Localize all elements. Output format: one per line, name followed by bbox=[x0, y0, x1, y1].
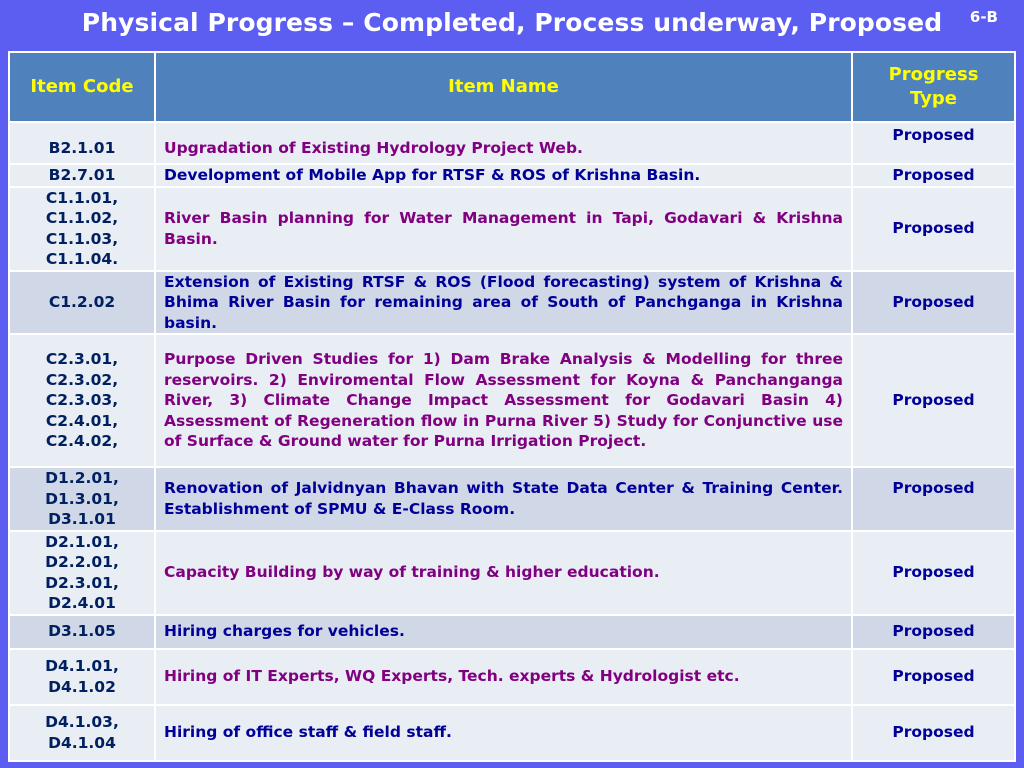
row-item-name: Extension of Existing RTSF & ROS (Flood forecasting) system of Krishna & Bhima River Basin for remaining area of South of Panchganga in Krishna basin. bbox=[155, 271, 852, 335]
row-item-name: Renovation of Jalvidnyan Bhavan with State Data Center & Training Center. Establishment of SPMU & E-Class Room. bbox=[155, 467, 852, 531]
header-progress-type-line2: Type bbox=[910, 88, 957, 109]
page-title: Physical Progress – Completed, Process underway, Proposed bbox=[81, 8, 943, 37]
table-row bbox=[9, 649, 1015, 705]
row-progress-type: Proposed bbox=[852, 649, 1015, 705]
row-item-code: C2.3.01, C2.3.02, C2.3.03, C2.4.01, C2.4.02, bbox=[9, 334, 155, 467]
header-item-name: Item Name bbox=[155, 52, 852, 122]
table-row bbox=[9, 334, 1015, 467]
row-item-name: River Basin planning for Water Management in Tapi, Godavari & Krishna Basin. bbox=[155, 187, 852, 271]
row-progress-type: Proposed bbox=[852, 122, 1015, 164]
row-item-name: Capacity Building by way of training & higher education. bbox=[155, 531, 852, 615]
header-progress-type bbox=[852, 52, 1015, 122]
row-item-name: Purpose Driven Studies for 1) Dam Brake Analysis & Modelling for three reservoirs. 2) Enviromental Flow Assessment for Koyna & Panchanganga River, 3) Climate Change Impact Assessment for Godavari Basin 4) Assessment of Regeneration flow in Purna River 5) Study for Conjunctive use of Surface & Ground water for Purna Irrigation Project. bbox=[155, 334, 852, 467]
slide-number: 6-B bbox=[969, 8, 998, 26]
table-row bbox=[9, 531, 1015, 615]
row-item-code: D1.2.01, D1.3.01, D3.1.01 bbox=[9, 467, 155, 531]
table-row bbox=[9, 122, 1015, 164]
row-item-code: C1.2.02 bbox=[9, 271, 155, 335]
table-row bbox=[9, 164, 1015, 187]
header-item-code: Item Code bbox=[9, 52, 155, 122]
row-item-code: D4.1.03, D4.1.04 bbox=[9, 705, 155, 761]
table-row bbox=[9, 615, 1015, 649]
table-row bbox=[9, 705, 1015, 761]
row-progress-type: Proposed bbox=[852, 271, 1015, 335]
row-progress-type: Proposed bbox=[852, 187, 1015, 271]
table-row bbox=[9, 271, 1015, 335]
table-row bbox=[9, 187, 1015, 271]
row-item-code: D2.1.01, D2.2.01, D2.3.01, D2.4.01 bbox=[9, 531, 155, 615]
row-item-name: Development of Mobile App for RTSF & ROS of Krishna Basin. bbox=[155, 164, 852, 187]
row-item-code: B2.1.01 bbox=[9, 122, 155, 164]
row-item-code: D3.1.05 bbox=[9, 615, 155, 649]
row-item-name: Upgradation of Existing Hydrology Project Web. bbox=[155, 122, 852, 164]
header-progress-type-line1: Progress bbox=[888, 64, 979, 85]
row-item-name: Hiring of IT Experts, WQ Experts, Tech. experts & Hydrologist etc. bbox=[155, 649, 852, 705]
row-progress-type: Proposed bbox=[852, 615, 1015, 649]
table-header-row bbox=[9, 52, 1015, 122]
row-item-name: Hiring of office staff & field staff. bbox=[155, 705, 852, 761]
row-item-code: D4.1.01, D4.1.02 bbox=[9, 649, 155, 705]
progress-table bbox=[8, 51, 1016, 762]
row-progress-type: Proposed bbox=[852, 531, 1015, 615]
row-item-code: C1.1.01, C1.1.02, C1.1.03, C1.1.04. bbox=[9, 187, 155, 271]
row-progress-type: Proposed bbox=[852, 334, 1015, 467]
row-progress-type: Proposed bbox=[852, 467, 1015, 531]
table-row bbox=[9, 467, 1015, 531]
row-item-name: Hiring charges for vehicles. bbox=[155, 615, 852, 649]
row-progress-type: Proposed bbox=[852, 705, 1015, 761]
row-progress-type: Proposed bbox=[852, 164, 1015, 187]
row-item-code: B2.7.01 bbox=[9, 164, 155, 187]
